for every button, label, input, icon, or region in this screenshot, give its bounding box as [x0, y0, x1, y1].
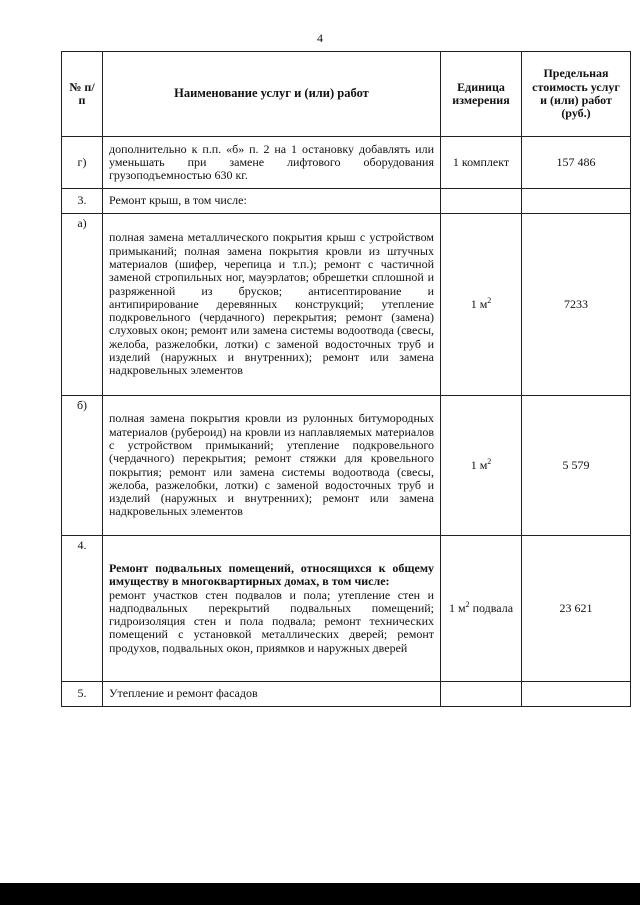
row-unit [441, 189, 522, 214]
unit-suffix: подвала [469, 600, 514, 615]
section-title: Утепление и ремонт фасадов [103, 682, 441, 707]
header-price: Предельная стоимость услуг и (или) работ (руб.) [522, 52, 631, 137]
row-description: полная замена металлического покрытия крыш с устройством примыканий; полная замена покрытия кровли из штучных материалов (шифер, черепица и т.п.); ремонт с частичной заменой стропильных ног, мауэрлатов; обрешетки сплошной и разряженной из брусков; антисептирование и антипирирование деревянных конструкций; утепление подкровельного (чердачного) перекрытия; ремонт (замена) слуховых окон; ремонт или замена системы водоотвода (свесы, желоба, разжелобки, лотки) с заменой водосточных труб и изделий (наружных и внутренних); ремонт или замена надкровельных элементов [103, 214, 441, 396]
section-details: ремонт участков стен подвалов и пола; утепление стен и надподвальных перекрытий подвальных помещений; гидроизоляция стен и пола подвала; ремонт технических помещений с установкой металлических дверей; ремонт продухов, подвальных окон, приямков и наружных дверей [109, 587, 434, 655]
unit-text: 1 м [470, 296, 488, 311]
section-title: Ремонт подвальных помещений, относящихся к общему имуществу в многоквартирных домах, в том числе: [109, 560, 434, 589]
price-table [61, 51, 631, 707]
header-num: № п/п [62, 52, 103, 137]
row-price: 7233 [522, 214, 631, 396]
row-description [103, 536, 441, 682]
row-price: 23 621 [522, 536, 631, 682]
table-header-row [62, 52, 631, 137]
row-unit [441, 214, 522, 396]
table-row [62, 214, 631, 396]
unit-text: 1 м [448, 600, 466, 615]
row-number: 3. [62, 189, 103, 214]
unit-text: 1 м [470, 457, 488, 472]
row-price: 5 579 [522, 396, 631, 536]
row-description: дополнительно к п.п. «б» п. 2 на 1 остановку добавлять или уменьшать при замене лифтового оборудования грузоподъемностью 630 кг. [103, 137, 441, 189]
row-number: г) [62, 137, 103, 189]
row-number: б) [62, 396, 103, 536]
row-number: а) [62, 214, 103, 396]
unit-superscript: 2 [487, 295, 492, 305]
row-description: полная замена покрытия кровли из рулонных битумородных материалов (рубероид) на кровли из наплавляемых материалов с устройством примыканий; утепление подкровельного (чердачного) перекрытия; ремонт стяжки для кровельного покрытия; ремонт или замена системы водоотвода (свесы, желоба, разжелобки, лотки) с заменой водосточных труб и изделий (наружных и внутренних); ремонт или замена надкровельных элементов [103, 396, 441, 536]
row-number: 5. [62, 682, 103, 707]
header-unit: Единица измерения [441, 52, 522, 137]
section-title: Ремонт крыш, в том числе: [103, 189, 441, 214]
row-unit [441, 536, 522, 682]
unit-superscript: 2 [487, 456, 492, 466]
header-name: Наименование услуг и (или) работ [103, 52, 441, 137]
scan-bottom-edge [0, 883, 640, 905]
row-unit [441, 396, 522, 536]
row-unit [441, 137, 522, 189]
table-row [62, 137, 631, 189]
unit-superscript: 2 [465, 599, 470, 609]
row-price: 157 486 [522, 137, 631, 189]
row-price [522, 189, 631, 214]
row-price [522, 682, 631, 707]
row-unit [441, 682, 522, 707]
unit-text: 1 комплект [452, 154, 510, 169]
page-number: 4 [317, 31, 323, 45]
table-row [62, 189, 631, 214]
table-row [62, 682, 631, 707]
table-row [62, 536, 631, 682]
row-number: 4. [62, 536, 103, 682]
table-row [62, 396, 631, 536]
